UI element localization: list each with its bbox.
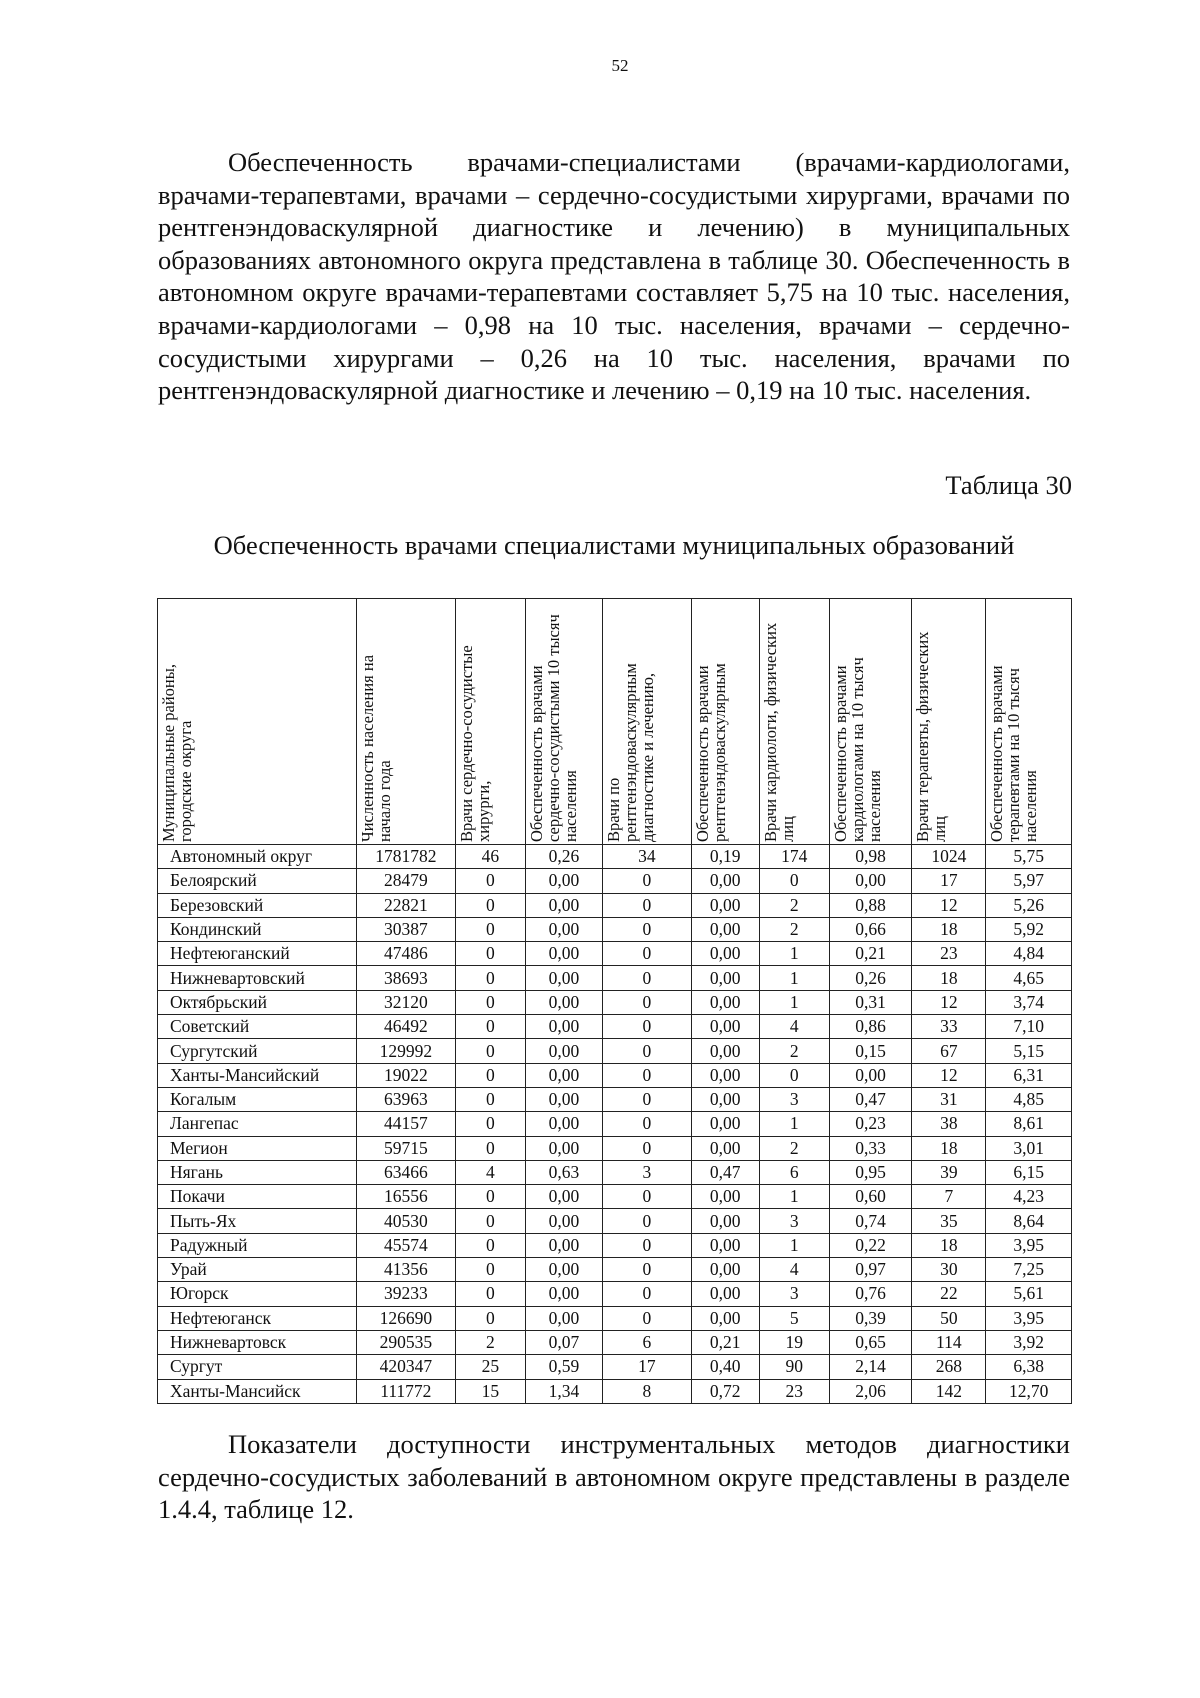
- table-row: [158, 1087, 1072, 1111]
- table-cell: 63466: [356, 1160, 455, 1184]
- table-cell: 31: [912, 1087, 986, 1111]
- municipality-name: Нефтеюганск: [158, 1306, 357, 1330]
- table-cell: 1: [759, 966, 829, 990]
- column-header: [158, 599, 357, 845]
- column-header: [356, 599, 455, 845]
- table-cell: 59715: [356, 1136, 455, 1160]
- table-cell: 0,00: [691, 1233, 759, 1257]
- table-cell: 268: [912, 1355, 986, 1379]
- table-cell: 0: [603, 966, 692, 990]
- table-cell: 0: [603, 1063, 692, 1087]
- table-cell: 111772: [356, 1379, 455, 1403]
- table-cell: 0: [759, 869, 829, 893]
- municipality-name: Автономный округ: [158, 845, 357, 869]
- municipality-name: Советский: [158, 1015, 357, 1039]
- table-cell: 44157: [356, 1112, 455, 1136]
- table-cell: 18: [912, 1233, 986, 1257]
- table-cell: 46492: [356, 1015, 455, 1039]
- table-cell: 46: [455, 845, 525, 869]
- table-cell: 0,00: [525, 1282, 602, 1306]
- table-cell: 420347: [356, 1355, 455, 1379]
- table-cell: 38693: [356, 966, 455, 990]
- table-cell: 35: [912, 1209, 986, 1233]
- table-cell: 25: [455, 1355, 525, 1379]
- table-cell: 0,33: [829, 1136, 911, 1160]
- table-cell: 0: [603, 1136, 692, 1160]
- table-cell: 2,14: [829, 1355, 911, 1379]
- table-row: [158, 1160, 1072, 1184]
- table-row: [158, 1209, 1072, 1233]
- table-cell: 142: [912, 1379, 986, 1403]
- table-cell: 0,00: [525, 966, 602, 990]
- table-cell: 0: [603, 1039, 692, 1063]
- table-cell: 18: [912, 917, 986, 941]
- municipality-name: Урай: [158, 1258, 357, 1282]
- table-row: [158, 1282, 1072, 1306]
- table-cell: 0,26: [525, 845, 602, 869]
- table-cell: 7,25: [986, 1258, 1072, 1282]
- table-cell: 19: [759, 1330, 829, 1354]
- table-row: [158, 1379, 1072, 1403]
- table-row: [158, 1355, 1072, 1379]
- table-cell: 50: [912, 1306, 986, 1330]
- table-cell: 40530: [356, 1209, 455, 1233]
- table-cell: 1: [759, 1233, 829, 1257]
- table-cell: 0,00: [525, 990, 602, 1014]
- table-cell: 39233: [356, 1282, 455, 1306]
- table-cell: 0,00: [525, 1087, 602, 1111]
- table-row: [158, 893, 1072, 917]
- table-cell: 0: [455, 869, 525, 893]
- table-cell: 0,00: [525, 1306, 602, 1330]
- table-cell: 1: [759, 1185, 829, 1209]
- table-cell: 6: [759, 1160, 829, 1184]
- closing-paragraph: Показатели доступности инструментальных методов диагностики сердечно-сосудистых заболеваний в автономном округе представлены в разделе 1.4.4, таблице 12.: [158, 1429, 1070, 1525]
- table-cell: 0: [603, 990, 692, 1014]
- table-cell: 0,00: [691, 1258, 759, 1282]
- table-cell: 0: [603, 1015, 692, 1039]
- table-cell: 0,00: [691, 1209, 759, 1233]
- column-header: [829, 599, 911, 845]
- table-cell: 0: [455, 917, 525, 941]
- table-cell: 0,76: [829, 1282, 911, 1306]
- table-cell: 0: [455, 1258, 525, 1282]
- table-cell: 0,00: [691, 966, 759, 990]
- table-cell: 0,00: [525, 1233, 602, 1257]
- table-row: [158, 845, 1072, 869]
- table-cell: 6,15: [986, 1160, 1072, 1184]
- table-cell: 47486: [356, 942, 455, 966]
- table-cell: 34: [603, 845, 692, 869]
- table-cell: 3: [759, 1209, 829, 1233]
- table-cell: 0,00: [525, 1039, 602, 1063]
- table-cell: 7,10: [986, 1015, 1072, 1039]
- table-cell: 12,70: [986, 1379, 1072, 1403]
- table-cell: 0,47: [691, 1160, 759, 1184]
- table-cell: 6: [603, 1330, 692, 1354]
- table-cell: 0,00: [525, 1136, 602, 1160]
- table-cell: 0,00: [829, 1063, 911, 1087]
- table-row: [158, 1306, 1072, 1330]
- table-cell: 4: [455, 1160, 525, 1184]
- table-cell: 2: [455, 1330, 525, 1354]
- table-cell: 0: [455, 966, 525, 990]
- table-cell: 126690: [356, 1306, 455, 1330]
- table-cell: 0: [455, 1136, 525, 1160]
- table-cell: 0,00: [525, 1185, 602, 1209]
- table-cell: 0: [603, 942, 692, 966]
- table-cell: 0,39: [829, 1306, 911, 1330]
- table-cell: 1: [759, 1112, 829, 1136]
- table-cell: 1,34: [525, 1379, 602, 1403]
- table-cell: 0,00: [525, 917, 602, 941]
- table-cell: 18: [912, 1136, 986, 1160]
- table-cell: 12: [912, 990, 986, 1014]
- table-cell: 0: [603, 893, 692, 917]
- municipality-name: Нягань: [158, 1160, 357, 1184]
- municipality-name: Ханты-Мансийск: [158, 1379, 357, 1403]
- municipality-name: Мегион: [158, 1136, 357, 1160]
- table-cell: 0,63: [525, 1160, 602, 1184]
- table-row: [158, 1185, 1072, 1209]
- municipality-name: Кондинский: [158, 917, 357, 941]
- table-cell: 0,00: [525, 1112, 602, 1136]
- table-cell: 0,00: [525, 942, 602, 966]
- table-cell: 0,00: [691, 1112, 759, 1136]
- table-cell: 30: [912, 1258, 986, 1282]
- table-cell: 33: [912, 1015, 986, 1039]
- column-header-label: Муниципальные районы, городские округа: [159, 664, 195, 842]
- table-cell: 0: [603, 1185, 692, 1209]
- table-cell: 0,07: [525, 1330, 602, 1354]
- table-cell: 3,95: [986, 1306, 1072, 1330]
- table-cell: 0,65: [829, 1330, 911, 1354]
- table-cell: 0,15: [829, 1039, 911, 1063]
- column-header: [603, 599, 692, 845]
- table-cell: 28479: [356, 869, 455, 893]
- municipality-name: Сургутский: [158, 1039, 357, 1063]
- municipality-name: Лангепас: [158, 1112, 357, 1136]
- table-title: Обеспеченность врачами специалистами муниципальных образований: [213, 530, 1015, 560]
- intro-paragraph: Обеспеченность врачами-специалистами (врачами-кардиологами, врачами-терапевтами, врачами – сердечно-сосудистыми хирургами, врачами по рентгенэндоваскулярной диагностике и лечению) в муниципальных образованиях автономного округа представлена в таблице 30. Обеспеченность в автономном округе врачами-терапевтами составляет 5,75 на 10 тыс. населения, врачами-кардиологами – 0,98 на 10 тыс. населения, врачами – сердечно-сосудистыми хирургами – 0,26 на 10 тыс. населения, врачами по рентгенэндоваскулярной диагностике и лечению – 0,19 на 10 тыс. населения.: [158, 147, 1070, 406]
- column-header-label: Численность населения на начало года: [357, 654, 394, 842]
- table-cell: 0,00: [691, 1282, 759, 1306]
- table-cell: 2: [759, 1039, 829, 1063]
- table-cell: 0: [603, 1258, 692, 1282]
- table-cell: 0: [603, 869, 692, 893]
- table-cell: 3: [759, 1282, 829, 1306]
- table-cell: 6,31: [986, 1063, 1072, 1087]
- table-cell: 90: [759, 1355, 829, 1379]
- table-cell: 0,47: [829, 1087, 911, 1111]
- table-header-row: [158, 599, 1072, 845]
- table-cell: 38: [912, 1112, 986, 1136]
- table-cell: 2: [759, 917, 829, 941]
- specialists-table: [157, 598, 1072, 1404]
- municipality-name: Сургут: [158, 1355, 357, 1379]
- table-cell: 0: [455, 1282, 525, 1306]
- table-cell: 0,00: [525, 1258, 602, 1282]
- municipality-name: Нижневартовский: [158, 966, 357, 990]
- table-cell: 0,86: [829, 1015, 911, 1039]
- table-cell: 0,88: [829, 893, 911, 917]
- table-row: [158, 1015, 1072, 1039]
- column-header-label: Обеспеченность врачами терапевтами на 10 тысяч населения: [987, 665, 1041, 842]
- table-cell: 0,97: [829, 1258, 911, 1282]
- table-cell: 67: [912, 1039, 986, 1063]
- table-cell: 5,97: [986, 869, 1072, 893]
- table-cell: 0,72: [691, 1379, 759, 1403]
- table-cell: 1781782: [356, 845, 455, 869]
- table-cell: 129992: [356, 1039, 455, 1063]
- table-cell: 0,00: [691, 1087, 759, 1111]
- table-cell: 4,84: [986, 942, 1072, 966]
- table-cell: 4: [759, 1015, 829, 1039]
- municipality-name: Пыть-Ях: [158, 1209, 357, 1233]
- column-header-label: Обеспеченность врачами сердечно-сосудистыми 10 тысяч населения: [526, 614, 580, 842]
- table-cell: 0,19: [691, 845, 759, 869]
- municipality-name: Покачи: [158, 1185, 357, 1209]
- table-cell: 0: [759, 1063, 829, 1087]
- table-cell: 0,31: [829, 990, 911, 1014]
- table-cell: 0: [455, 1063, 525, 1087]
- table-cell: 5,26: [986, 893, 1072, 917]
- table-cell: 0,00: [691, 917, 759, 941]
- table-cell: 0: [455, 1087, 525, 1111]
- table-cell: 0,00: [691, 942, 759, 966]
- municipality-name: Югорск: [158, 1282, 357, 1306]
- table-cell: 12: [912, 1063, 986, 1087]
- table-cell: 0: [455, 1209, 525, 1233]
- table-cell: 0,00: [525, 1209, 602, 1233]
- table-cell: 2: [759, 1136, 829, 1160]
- table-cell: 0: [455, 1306, 525, 1330]
- table-cell: 0: [455, 1233, 525, 1257]
- municipality-name: Когалым: [158, 1087, 357, 1111]
- table-cell: 0,00: [691, 893, 759, 917]
- table-cell: 0,00: [691, 1136, 759, 1160]
- table-cell: 0,66: [829, 917, 911, 941]
- table-cell: 0,23: [829, 1112, 911, 1136]
- table-row: [158, 1330, 1072, 1354]
- table-cell: 0,00: [525, 1015, 602, 1039]
- table-row: [158, 1233, 1072, 1257]
- table-cell: 0: [455, 942, 525, 966]
- table-body: [158, 845, 1072, 1404]
- table-cell: 0: [603, 917, 692, 941]
- column-header: [759, 599, 829, 845]
- table-row: [158, 1063, 1072, 1087]
- table-cell: 0,21: [829, 942, 911, 966]
- table-cell: 290535: [356, 1330, 455, 1354]
- table-cell: 0,00: [691, 990, 759, 1014]
- table-cell: 3,74: [986, 990, 1072, 1014]
- table-cell: 174: [759, 845, 829, 869]
- table-cell: 3: [759, 1087, 829, 1111]
- municipality-name: Ханты-Мансийский: [158, 1063, 357, 1087]
- table-cell: 0: [603, 1087, 692, 1111]
- table-cell: 2,06: [829, 1379, 911, 1403]
- table-cell: 0: [455, 990, 525, 1014]
- table-cell: 0,98: [829, 845, 911, 869]
- table-row: [158, 990, 1072, 1014]
- table-cell: 0,40: [691, 1355, 759, 1379]
- table-row: [158, 1136, 1072, 1160]
- column-header: [455, 599, 525, 845]
- table-cell: 0,60: [829, 1185, 911, 1209]
- table-cell: 41356: [356, 1258, 455, 1282]
- table-row: [158, 1112, 1072, 1136]
- table-cell: 19022: [356, 1063, 455, 1087]
- table-cell: 1: [759, 942, 829, 966]
- table-cell: 22821: [356, 893, 455, 917]
- table-cell: 0: [603, 1306, 692, 1330]
- table-cell: 17: [912, 869, 986, 893]
- table-row: [158, 966, 1072, 990]
- table-cell: 0: [603, 1112, 692, 1136]
- column-header: [912, 599, 986, 845]
- column-header-label: Врачи кардиологи, физических лиц: [760, 622, 797, 842]
- table-cell: 0,00: [691, 1185, 759, 1209]
- table-row: [158, 917, 1072, 941]
- municipality-name: Нижневартовск: [158, 1330, 357, 1354]
- column-header-label: Врачи по рентгенэндоваскулярным диагностике и лечению,: [604, 663, 658, 842]
- table-cell: 0: [603, 1209, 692, 1233]
- table-cell: 5,15: [986, 1039, 1072, 1063]
- table-cell: 0,00: [691, 869, 759, 893]
- table-cell: 5,75: [986, 845, 1072, 869]
- table-cell: 0,21: [691, 1330, 759, 1354]
- table-cell: 3,01: [986, 1136, 1072, 1160]
- table-cell: 4,85: [986, 1087, 1072, 1111]
- table-cell: 0,00: [691, 1039, 759, 1063]
- table-cell: 0,22: [829, 1233, 911, 1257]
- table-cell: 8: [603, 1379, 692, 1403]
- table-cell: 5: [759, 1306, 829, 1330]
- table-cell: 0,00: [691, 1306, 759, 1330]
- table-cell: 4,23: [986, 1185, 1072, 1209]
- table-cell: 0: [455, 893, 525, 917]
- table-cell: 5,92: [986, 917, 1072, 941]
- table-cell: 0,00: [691, 1063, 759, 1087]
- page-number: 52: [611, 56, 629, 75]
- table-label: Таблица 30: [945, 470, 1072, 500]
- table-cell: 23: [912, 942, 986, 966]
- table-cell: 63963: [356, 1087, 455, 1111]
- table-cell: 16556: [356, 1185, 455, 1209]
- column-header-label: Обеспеченность врачами рентгенэндоваскулярным: [692, 663, 729, 842]
- table-cell: 4,65: [986, 966, 1072, 990]
- table-cell: 45574: [356, 1233, 455, 1257]
- table-cell: 0,59: [525, 1355, 602, 1379]
- table-cell: 17: [603, 1355, 692, 1379]
- table-cell: 3: [603, 1160, 692, 1184]
- column-header-label: Обеспеченность врачами кардиологами на 10 тысяч населения: [830, 657, 884, 842]
- table-cell: 3,92: [986, 1330, 1072, 1354]
- table-cell: 32120: [356, 990, 455, 1014]
- table-cell: 114: [912, 1330, 986, 1354]
- table-row: [158, 942, 1072, 966]
- table-cell: 0,00: [525, 893, 602, 917]
- table-cell: 0: [603, 1233, 692, 1257]
- table-cell: 8,61: [986, 1112, 1072, 1136]
- table-cell: 23: [759, 1379, 829, 1403]
- table-cell: 6,38: [986, 1355, 1072, 1379]
- table-cell: 1024: [912, 845, 986, 869]
- table-row: [158, 1039, 1072, 1063]
- column-header: [691, 599, 759, 845]
- table-cell: 7: [912, 1185, 986, 1209]
- table-cell: 18: [912, 966, 986, 990]
- table-row: [158, 869, 1072, 893]
- table-cell: 0: [455, 1112, 525, 1136]
- table-cell: 0,00: [691, 1015, 759, 1039]
- table-cell: 0: [455, 1015, 525, 1039]
- table-cell: 0: [455, 1185, 525, 1209]
- table-cell: 5,61: [986, 1282, 1072, 1306]
- table-cell: 2: [759, 893, 829, 917]
- column-header: [525, 599, 602, 845]
- column-header-label: Врачи терапевты, физических лиц: [913, 631, 950, 842]
- table-row: [158, 1258, 1072, 1282]
- table-cell: 0,26: [829, 966, 911, 990]
- table-cell: 3,95: [986, 1233, 1072, 1257]
- municipality-name: Радужный: [158, 1233, 357, 1257]
- table-cell: 22: [912, 1282, 986, 1306]
- table-cell: 30387: [356, 917, 455, 941]
- municipality-name: Октябрьский: [158, 990, 357, 1014]
- municipality-name: Нефтеюганский: [158, 942, 357, 966]
- table-cell: 0,00: [525, 1063, 602, 1087]
- table-cell: 1: [759, 990, 829, 1014]
- table-cell: 0,74: [829, 1209, 911, 1233]
- municipality-name: Березовский: [158, 893, 357, 917]
- table-cell: 0,00: [525, 869, 602, 893]
- table-cell: 0,00: [829, 869, 911, 893]
- table-cell: 4: [759, 1258, 829, 1282]
- table-cell: 0,95: [829, 1160, 911, 1184]
- table-cell: 0: [455, 1039, 525, 1063]
- table-cell: 39: [912, 1160, 986, 1184]
- column-header-label: Врачи сердечно-сосудистые хирурги,: [456, 645, 493, 842]
- municipality-name: Белоярский: [158, 869, 357, 893]
- column-header: [986, 599, 1072, 845]
- table-cell: 15: [455, 1379, 525, 1403]
- table-cell: 12: [912, 893, 986, 917]
- table-cell: 8,64: [986, 1209, 1072, 1233]
- table-cell: 0: [603, 1282, 692, 1306]
